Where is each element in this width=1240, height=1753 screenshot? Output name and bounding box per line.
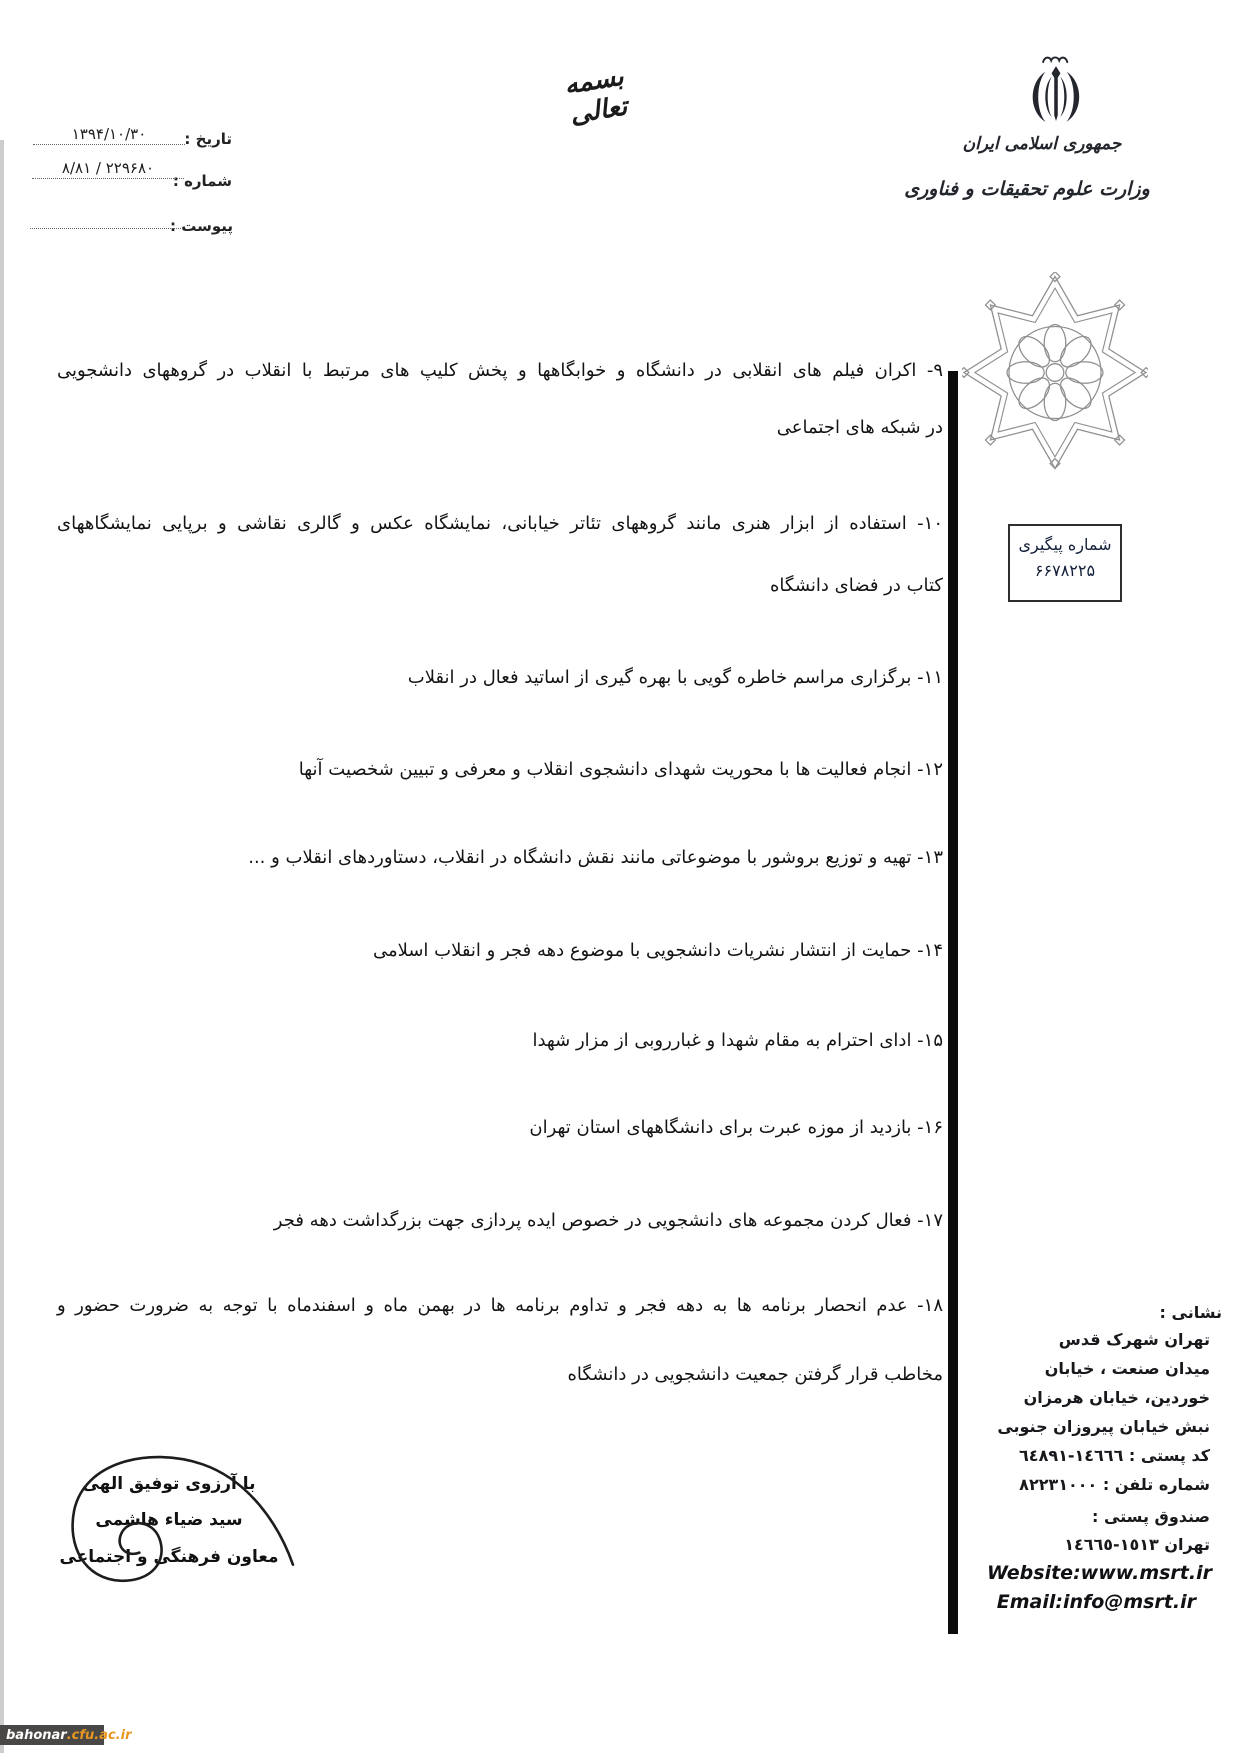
- list-item-17: ۱۷- فعال کردن مجموعه های دانشجویی در خصوص ایده پردازی جهت بزرگداشت دهه فجر: [273, 1210, 943, 1231]
- address-postal-code: [1019, 1443, 1210, 1471]
- handwritten-signature: [40, 1440, 306, 1596]
- list-item-16: ۱۶- بازدید از موزه عبرت برای دانشگاههای استان تهران: [529, 1117, 943, 1138]
- watermark-site: bahonar: [6, 1727, 67, 1743]
- address-line-1: تهران شهرک قدس: [1058, 1330, 1210, 1349]
- attachment-field: [30, 228, 183, 229]
- address-pobox: [1064, 1532, 1210, 1560]
- date-value: ۱۳۹۴/۱۰/۳۰: [71, 125, 147, 143]
- list-item-9-line-1: ۹- اکران فیلم های انقلابی در دانشگاه و خوابگاهها و پخش کلیپ های مرتبط با انقلاب در گروههای دانشجویی: [57, 360, 943, 381]
- header-country: جمهوری اسلامی ایران: [962, 134, 1122, 154]
- vertical-rule: [948, 371, 958, 1634]
- signature-name: سید ضیاء هاشمی: [95, 1510, 243, 1530]
- scan-edge-artifact: [0, 140, 4, 1753]
- list-item-11: ۱۱- برگزاری مراسم خاطره گویی با بهره گیری از اساتید فعال در انقلاب: [407, 667, 943, 688]
- address-line-2: میدان صنعت ، خیابان: [1044, 1359, 1210, 1378]
- ornament-medallion: [962, 272, 1148, 473]
- number-field: [32, 158, 184, 179]
- address-phone: [1019, 1472, 1210, 1500]
- list-item-15: ۱۵- ادای احترام به مقام شهدا و غبارروبی از مزار شهدا: [532, 1030, 943, 1051]
- number-value: ۸/۸۱ / ۲۲۹۶۸۰: [61, 159, 155, 177]
- list-item-13: ۱۳- تهیه و توزیع بروشور با موضوعاتی مانند نقش دانشگاه در انقلاب، دستاوردهای انقلاب و ...: [248, 847, 943, 868]
- list-item-9-line-2: در شبکه های اجتماعی: [776, 417, 943, 438]
- pobox-value: ١٥١٣-١٤٦٦٥: [1064, 1535, 1159, 1554]
- list-item-18-line-1: ۱۸- عدم انحصار برنامه ها به دهه فجر و تداوم برنامه ها در بهمن ماه و اسفندماه با توجه به ضرورت حضور و: [57, 1295, 943, 1316]
- list-item-14: ۱۴- حمایت از انتشار نشریات دانشجویی با موضوع دهه فجر و انقلاب اسلامی: [372, 940, 943, 961]
- address-heading: نشانی :: [1159, 1303, 1222, 1322]
- list-item-12: ۱۲- انجام فعالیت ها با محوریت شهدای دانشجوی انقلاب و معرفی و تبیین شخصیت آنها: [298, 759, 943, 780]
- list-item-10-line-2: کتاب در فضای دانشگاه: [769, 575, 943, 596]
- address-line-3: خوردین، خیابان هرمزان: [1023, 1388, 1210, 1407]
- number-label: شماره :: [172, 172, 232, 190]
- address-pobox-label: صندوق پستی :: [1091, 1507, 1210, 1526]
- watermark-domain: .cfu.ac.ir: [66, 1727, 132, 1743]
- phone-label: شماره تلفن :: [1102, 1475, 1210, 1494]
- tracking-number-box: [1008, 524, 1122, 602]
- attachment-label: پیوست :: [169, 217, 233, 235]
- besmele-calligraphy: بسمه تعالی: [562, 61, 630, 131]
- tracking-label: شماره پیگیری: [1018, 535, 1112, 554]
- signature-title: معاون فرهنگی و اجتماعی: [59, 1547, 279, 1567]
- date-label: تاریخ :: [184, 130, 232, 148]
- phone-value: ٨٢٢٣١٠٠٠: [1019, 1475, 1098, 1494]
- postal-value: ١٤٦٦٦-٦٤٨٩١: [1019, 1446, 1124, 1465]
- iran-emblem-icon: [1013, 54, 1099, 138]
- signature-wish: با آرزوی توفیق الهی: [82, 1474, 256, 1494]
- website-text: Website:www.msrt.ir: [987, 1562, 1212, 1584]
- address-line-4: نبش خیابان پیروزان جنوبی: [997, 1417, 1210, 1436]
- list-item-18-line-2: مخاطب قرار گرفتن جمعیت دانشجویی در دانشگاه: [567, 1364, 943, 1385]
- email-text: Email:info@msrt.ir: [996, 1591, 1196, 1613]
- pobox-city: تهران: [1164, 1535, 1210, 1554]
- postal-label: کد پستی :: [1128, 1446, 1210, 1465]
- watermark-bar: [0, 1725, 132, 1745]
- date-field: [33, 124, 185, 145]
- list-item-10-line-1: ۱۰- استفاده از ابزار هنری مانند گروههای تئاتر خیابانی، نمایشگاه عکس و گالری نقاشی و برپایی نمایشگاههای: [57, 513, 943, 534]
- tracking-number: ۶۶۷۸۲۲۵: [1034, 561, 1096, 580]
- header-ministry: وزارت علوم تحقیقات و فناوری: [904, 178, 1150, 200]
